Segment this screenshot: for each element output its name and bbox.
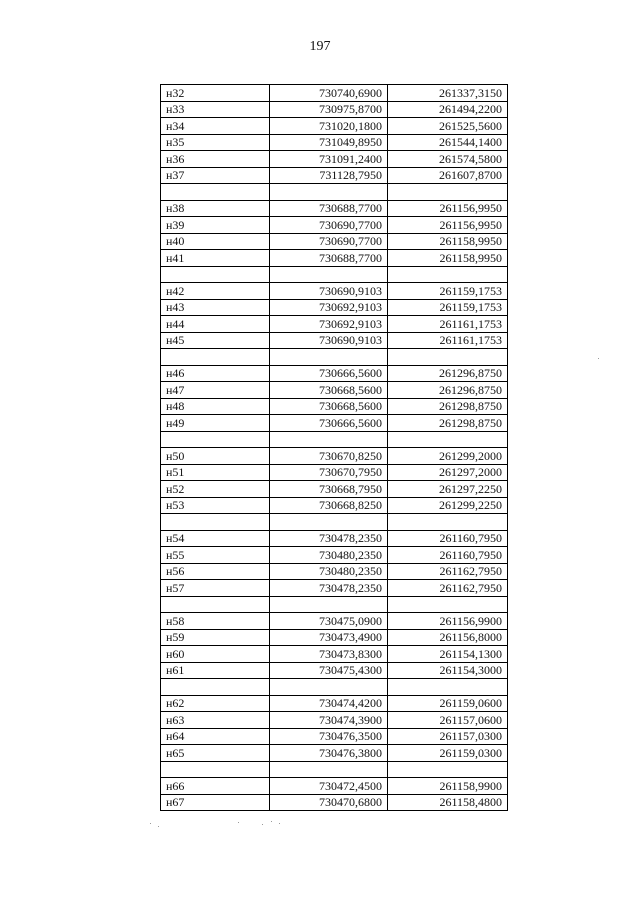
x-coordinate-cell [269,679,387,696]
point-name-cell: н50 [161,448,270,465]
y-coordinate-cell: 261156,9900 [387,613,507,630]
page-number: 197 [309,39,331,54]
table-row [161,448,508,465]
y-coordinate-cell: 261161,1753 [387,332,507,349]
x-coordinate-cell: 730666,5600 [269,365,387,382]
y-coordinate-cell: 261574,5800 [387,151,507,168]
y-coordinate-cell: 261160,7950 [387,530,507,547]
table-row-blank [161,679,508,696]
table-row [161,134,508,151]
y-coordinate-cell [387,431,507,448]
x-coordinate-cell [269,514,387,531]
y-coordinate-cell: 261159,1753 [387,283,507,300]
table-row-blank [161,349,508,366]
y-coordinate-cell: 261607,8700 [387,167,507,184]
x-coordinate-cell: 730975,8700 [269,101,387,118]
x-coordinate-cell [269,596,387,613]
x-coordinate-cell [269,266,387,283]
y-coordinate-cell: 261296,8750 [387,365,507,382]
point-name-cell: н65 [161,745,270,762]
y-coordinate-cell [387,679,507,696]
x-coordinate-cell: 730688,7700 [269,200,387,217]
y-coordinate-cell: 261154,3000 [387,662,507,679]
x-coordinate-cell: 730690,9103 [269,332,387,349]
point-name-cell: н32 [161,85,270,102]
x-coordinate-cell: 731128,7950 [269,167,387,184]
x-coordinate-cell: 730670,7950 [269,464,387,481]
x-coordinate-cell: 730476,3800 [269,745,387,762]
table-row [161,613,508,630]
y-coordinate-cell: 261158,9950 [387,250,507,267]
point-name-cell: н52 [161,481,270,498]
y-coordinate-cell: 261162,7950 [387,563,507,580]
point-name-cell: н57 [161,580,270,597]
y-coordinate-cell: 261299,2000 [387,448,507,465]
y-coordinate-cell: 261337,3150 [387,85,507,102]
point-name-cell [161,431,270,448]
point-name-cell: н45 [161,332,270,349]
y-coordinate-cell: 261525,5600 [387,118,507,135]
table-row [161,332,508,349]
x-coordinate-cell: 730668,5600 [269,382,387,399]
point-name-cell: н64 [161,728,270,745]
x-coordinate-cell [269,431,387,448]
point-name-cell: н54 [161,530,270,547]
x-coordinate-cell: 730476,3500 [269,728,387,745]
x-coordinate-cell: 730668,7950 [269,481,387,498]
x-coordinate-cell: 730480,2350 [269,563,387,580]
y-coordinate-cell [387,349,507,366]
table-row [161,629,508,646]
point-name-cell: н51 [161,464,270,481]
table-row [161,712,508,729]
scan-speck [158,826,159,827]
y-coordinate-cell: 261158,4800 [387,794,507,811]
table-row [161,563,508,580]
scan-speck [150,823,151,824]
y-coordinate-cell: 261296,8750 [387,382,507,399]
table-row [161,497,508,514]
x-coordinate-cell [269,349,387,366]
x-coordinate-cell: 730666,5600 [269,415,387,432]
x-coordinate-cell [269,184,387,201]
point-name-cell: н40 [161,233,270,250]
x-coordinate-cell: 730668,5600 [269,398,387,415]
table-row [161,299,508,316]
scan-speck [271,821,272,822]
point-name-cell [161,514,270,531]
table-row [161,398,508,415]
point-name-cell: н58 [161,613,270,630]
x-coordinate-cell: 730690,7700 [269,217,387,234]
point-name-cell: н35 [161,134,270,151]
table-row [161,217,508,234]
point-name-cell [161,266,270,283]
x-coordinate-cell [269,761,387,778]
table-row [161,778,508,795]
point-name-cell [161,679,270,696]
y-coordinate-cell: 261299,2250 [387,497,507,514]
y-coordinate-cell [387,761,507,778]
point-name-cell: н53 [161,497,270,514]
point-name-cell: н59 [161,629,270,646]
table-row [161,547,508,564]
y-coordinate-cell: 261159,0600 [387,695,507,712]
table-row [161,728,508,745]
point-name-cell: н36 [161,151,270,168]
y-coordinate-cell: 261162,7950 [387,580,507,597]
point-name-cell: н39 [161,217,270,234]
y-coordinate-cell: 261160,7950 [387,547,507,564]
table-row [161,233,508,250]
x-coordinate-cell: 730692,9103 [269,316,387,333]
point-name-cell: н62 [161,695,270,712]
y-coordinate-cell [387,266,507,283]
x-coordinate-cell: 730692,9103 [269,299,387,316]
point-name-cell: н43 [161,299,270,316]
table-row [161,200,508,217]
x-coordinate-cell: 730478,2350 [269,530,387,547]
x-coordinate-cell: 731020,1800 [269,118,387,135]
x-coordinate-cell: 730670,8250 [269,448,387,465]
y-coordinate-cell: 261157,0300 [387,728,507,745]
x-coordinate-cell: 730473,8300 [269,646,387,663]
table-row [161,365,508,382]
point-name-cell: н56 [161,563,270,580]
coordinates-table-body [161,85,508,811]
y-coordinate-cell: 261297,2250 [387,481,507,498]
point-name-cell: н46 [161,365,270,382]
point-name-cell [161,184,270,201]
table-row [161,118,508,135]
point-name-cell: н61 [161,662,270,679]
table-row [161,283,508,300]
x-coordinate-cell: 730473,4900 [269,629,387,646]
table-row [161,85,508,102]
table-row-blank [161,514,508,531]
table-row-blank [161,761,508,778]
y-coordinate-cell: 261156,8000 [387,629,507,646]
table-row-blank [161,596,508,613]
y-coordinate-cell: 261161,1753 [387,316,507,333]
table-row [161,580,508,597]
table-row [161,794,508,811]
y-coordinate-cell: 261158,9950 [387,233,507,250]
x-coordinate-cell: 730474,4200 [269,695,387,712]
scan-speck [238,822,239,823]
x-coordinate-cell: 730690,7700 [269,233,387,250]
point-name-cell: н37 [161,167,270,184]
y-coordinate-cell: 261298,8750 [387,398,507,415]
point-name-cell: н48 [161,398,270,415]
y-coordinate-cell: 261156,9950 [387,217,507,234]
y-coordinate-cell [387,514,507,531]
y-coordinate-cell: 261154,1300 [387,646,507,663]
point-name-cell: н49 [161,415,270,432]
table-row [161,695,508,712]
x-coordinate-cell: 730480,2350 [269,547,387,564]
point-name-cell: н44 [161,316,270,333]
point-name-cell: н66 [161,778,270,795]
scan-speck [598,358,599,359]
table-row [161,481,508,498]
table-row [161,646,508,663]
table-row [161,530,508,547]
point-name-cell [161,349,270,366]
y-coordinate-cell: 261297,2000 [387,464,507,481]
table-row [161,382,508,399]
y-coordinate-cell: 261157,0600 [387,712,507,729]
table-row [161,250,508,267]
y-coordinate-cell: 261494,2200 [387,101,507,118]
x-coordinate-cell: 731091,2400 [269,151,387,168]
x-coordinate-cell: 730472,4500 [269,778,387,795]
y-coordinate-cell [387,184,507,201]
table-row [161,662,508,679]
x-coordinate-cell: 731049,8950 [269,134,387,151]
y-coordinate-cell: 261159,0300 [387,745,507,762]
x-coordinate-cell: 730470,6800 [269,794,387,811]
y-coordinate-cell: 261544,1400 [387,134,507,151]
table-row [161,745,508,762]
x-coordinate-cell: 730740,6900 [269,85,387,102]
point-name-cell: н38 [161,200,270,217]
y-coordinate-cell: 261156,9950 [387,200,507,217]
x-coordinate-cell: 730474,3900 [269,712,387,729]
point-name-cell: н60 [161,646,270,663]
x-coordinate-cell: 730475,4300 [269,662,387,679]
point-name-cell: н33 [161,101,270,118]
table-row-blank [161,184,508,201]
point-name-cell: н34 [161,118,270,135]
x-coordinate-cell: 730688,7700 [269,250,387,267]
table-row [161,167,508,184]
point-name-cell [161,761,270,778]
x-coordinate-cell: 730478,2350 [269,580,387,597]
x-coordinate-cell: 730668,8250 [269,497,387,514]
table-row [161,415,508,432]
coordinates-table [160,84,508,811]
point-name-cell: н41 [161,250,270,267]
y-coordinate-cell [387,596,507,613]
scan-speck [279,823,280,824]
point-name-cell: н67 [161,794,270,811]
point-name-cell: н47 [161,382,270,399]
table-row [161,101,508,118]
point-name-cell: н55 [161,547,270,564]
y-coordinate-cell: 261298,8750 [387,415,507,432]
table-row-blank [161,431,508,448]
scan-speck [262,824,263,825]
y-coordinate-cell: 261158,9900 [387,778,507,795]
x-coordinate-cell: 730475,0900 [269,613,387,630]
y-coordinate-cell: 261159,1753 [387,299,507,316]
table-row [161,464,508,481]
x-coordinate-cell: 730690,9103 [269,283,387,300]
table-row [161,316,508,333]
point-name-cell: н63 [161,712,270,729]
table-row-blank [161,266,508,283]
point-name-cell: н42 [161,283,270,300]
point-name-cell [161,596,270,613]
table-row [161,151,508,168]
